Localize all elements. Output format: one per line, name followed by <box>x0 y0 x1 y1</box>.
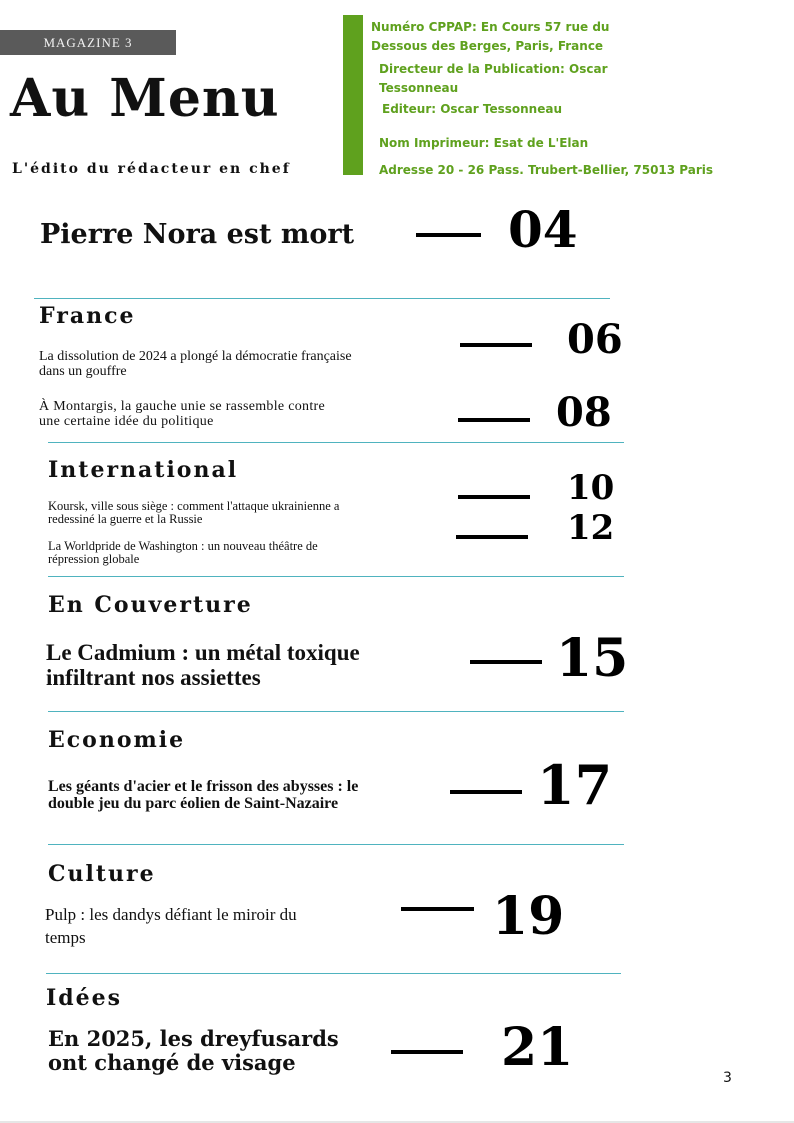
toc-dash <box>450 790 522 794</box>
info-cppap-line2: Dessous des Berges, Paris, France <box>371 39 604 53</box>
toc-dash <box>401 907 474 911</box>
international-article-1-page: 10 <box>567 468 615 508</box>
lead-dash <box>416 233 481 237</box>
international-article-2-page: 12 <box>567 508 615 548</box>
article-line: À Montargis, la gauche unie se rassemble contre <box>39 399 325 414</box>
article-line: temps <box>45 928 86 947</box>
page-number: 3 <box>723 1070 732 1086</box>
toc-dash <box>458 418 530 422</box>
article-line: La Worldpride de Washington : un nouveau théâtre de <box>48 539 318 553</box>
culture-article-page: 19 <box>492 886 565 947</box>
article-line: dans un gouffre <box>39 364 127 379</box>
section-divider <box>48 711 624 712</box>
info-cppap <box>371 18 609 56</box>
toc-dash <box>470 660 542 664</box>
france-article-2-page: 08 <box>556 389 612 436</box>
cover-article[interactable] <box>46 640 426 690</box>
toc-dash <box>460 343 532 347</box>
article-line: Les géants d'acier et le frisson des abysses : le <box>48 778 359 795</box>
info-printer: Nom Imprimeur: Esat de L'Elan <box>379 136 589 150</box>
idees-article-page: 21 <box>501 1017 574 1078</box>
info-director-line1: Directeur de la Publication: Oscar <box>379 62 608 76</box>
info-address: Adresse 20 - 26 Pass. Trubert-Bellier, 75013 Paris <box>379 163 714 177</box>
article-line: redessiné la guerre et la Russie <box>48 512 203 526</box>
article-line: ont changé de visage <box>48 1050 296 1075</box>
info-director-line2: Tessonneau <box>379 81 459 95</box>
idees-article[interactable] <box>48 1027 378 1075</box>
toc-dash <box>458 495 530 499</box>
section-divider <box>48 442 624 443</box>
international-article-2[interactable] <box>48 540 378 566</box>
article-line: En 2025, les dreyfusards <box>48 1026 339 1051</box>
article-line: Le Cadmium : un métal toxique <box>46 640 360 665</box>
france-article-1[interactable] <box>39 349 409 379</box>
toc-dash <box>456 535 528 539</box>
france-article-2[interactable] <box>39 399 419 429</box>
section-heading-economie: Economie <box>48 727 186 753</box>
economie-article[interactable] <box>48 778 408 812</box>
info-editor: Editeur: Oscar Tessonneau <box>382 102 562 116</box>
france-article-1-page: 06 <box>567 316 623 363</box>
article-line: répression globale <box>48 552 140 566</box>
article-line: double jeu du parc éolien de Saint-Nazaire <box>48 795 339 812</box>
article-line: Koursk, ville sous siège : comment l'attaque ukrainienne a <box>48 499 340 513</box>
international-article-1[interactable] <box>48 500 378 526</box>
cover-article-page: 15 <box>556 628 629 689</box>
article-line: une certaine idée du politique <box>39 414 214 429</box>
section-divider <box>48 576 624 577</box>
section-heading-idees: Idées <box>46 985 123 1011</box>
section-heading-france: France <box>39 303 136 329</box>
section-heading-culture: Culture <box>48 861 156 887</box>
info-director <box>379 60 608 98</box>
article-line: Pulp : les dandys défiant le miroir du <box>45 905 297 924</box>
section-divider <box>48 844 624 845</box>
section-divider <box>34 298 610 299</box>
magazine-label: MAGAZINE 3 <box>0 30 176 55</box>
section-divider <box>46 973 621 974</box>
section-heading-international: International <box>48 457 239 483</box>
info-accent-bar <box>343 15 363 175</box>
lead-article-title[interactable]: Pierre Nora est mort <box>40 219 355 250</box>
page-title: Au Menu <box>10 68 280 129</box>
section-heading-couverture: En Couverture <box>48 592 253 618</box>
lead-page-number: 04 <box>508 200 578 259</box>
article-line: infiltrant nos assiettes <box>46 665 261 690</box>
toc-dash <box>391 1050 463 1054</box>
info-cppap-line1: Numéro CPPAP: En Cours 57 rue du <box>371 20 610 34</box>
page-subtitle: L'édito du rédacteur en chef <box>12 161 291 177</box>
culture-article[interactable] <box>45 903 365 949</box>
article-line: La dissolution de 2024 a plongé la démocratie française <box>39 349 352 364</box>
economie-article-page: 17 <box>537 753 613 817</box>
